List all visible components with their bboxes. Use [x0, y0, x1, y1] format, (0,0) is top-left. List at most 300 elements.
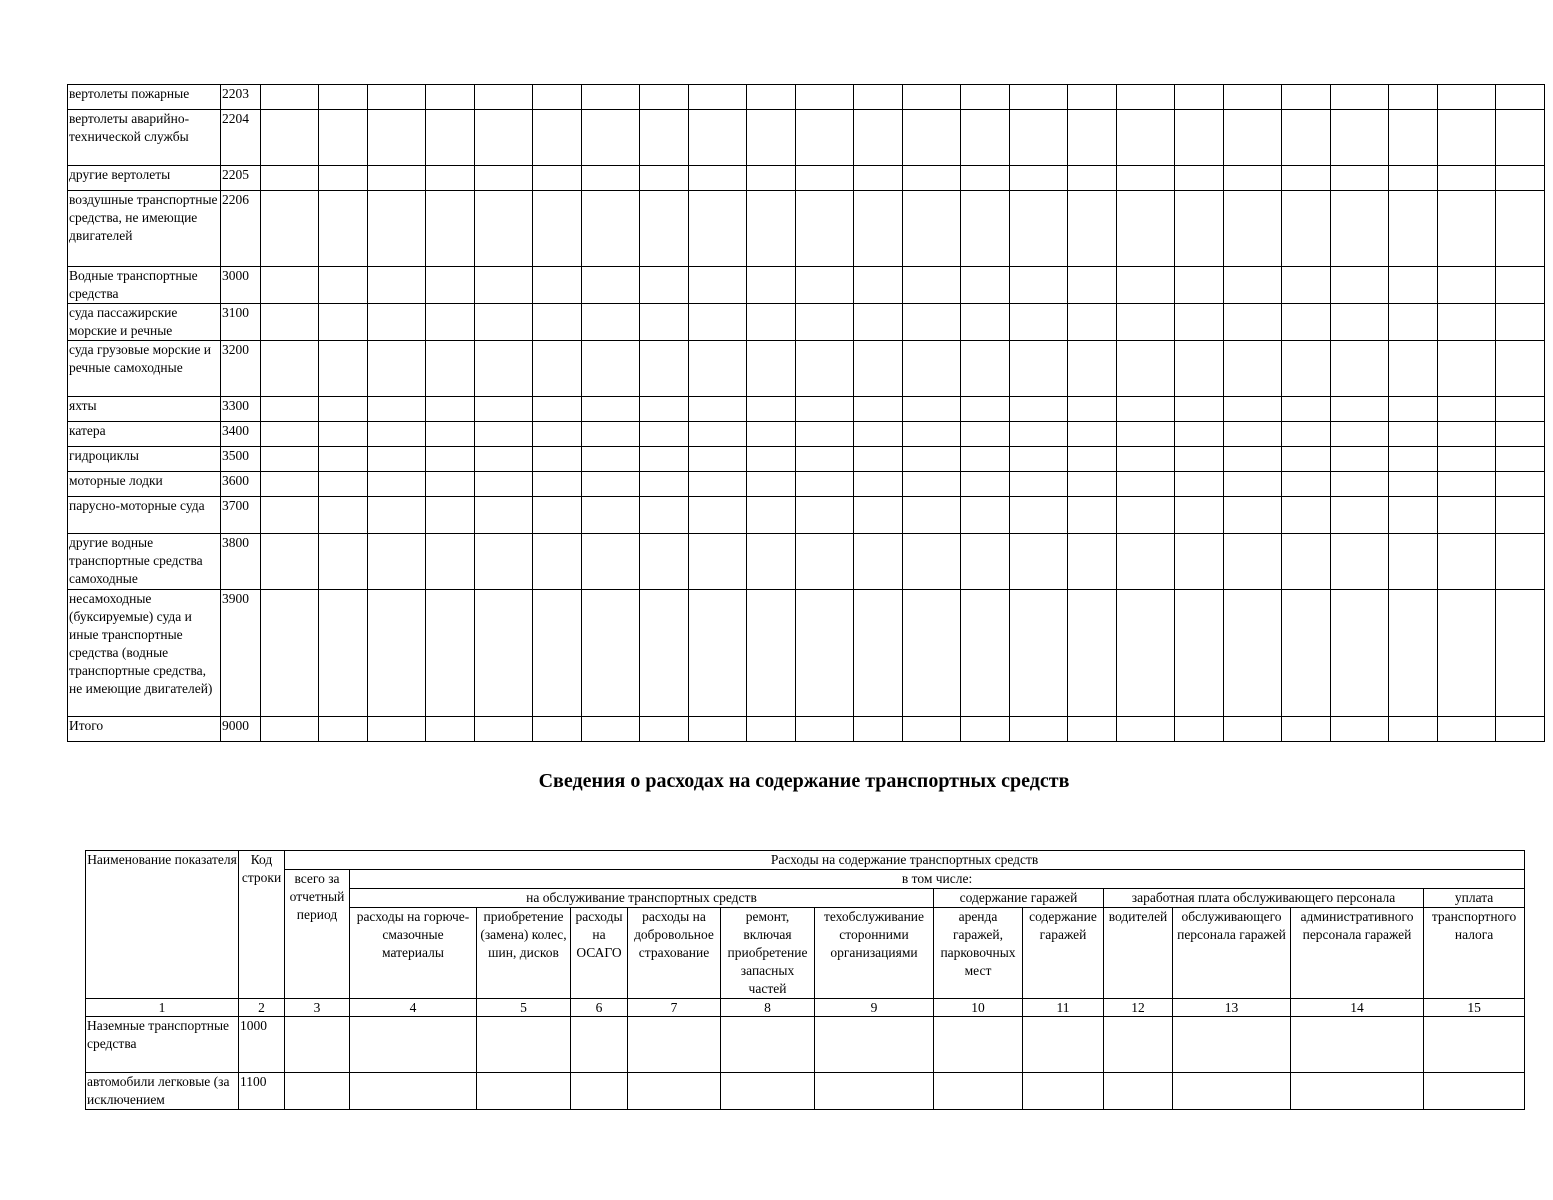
data-cell[interactable] [426, 166, 475, 191]
data-cell[interactable] [640, 85, 689, 110]
data-cell[interactable] [1331, 304, 1389, 341]
data-cell[interactable] [689, 497, 747, 534]
data-cell[interactable] [796, 590, 854, 717]
data-cell[interactable] [1010, 110, 1068, 166]
data-cell[interactable] [689, 397, 747, 422]
data-cell[interactable] [640, 341, 689, 397]
data-cell[interactable] [1010, 166, 1068, 191]
data-cell[interactable] [319, 497, 368, 534]
data-cell[interactable] [747, 534, 796, 590]
data-cell[interactable] [640, 497, 689, 534]
data-cell[interactable] [961, 717, 1010, 742]
data-cell[interactable] [1438, 534, 1496, 590]
data-cell[interactable] [1068, 85, 1117, 110]
data-cell[interactable] [426, 341, 475, 397]
data-cell[interactable] [854, 472, 903, 497]
data-cell[interactable] [261, 497, 319, 534]
data-cell[interactable] [368, 590, 426, 717]
data-cell[interactable] [1424, 1073, 1525, 1110]
data-cell[interactable] [533, 341, 582, 397]
data-cell[interactable] [747, 397, 796, 422]
data-cell[interactable] [1068, 191, 1117, 267]
data-cell[interactable] [582, 110, 640, 166]
data-cell[interactable] [1224, 341, 1282, 397]
data-cell[interactable] [1117, 85, 1175, 110]
data-cell[interactable] [854, 304, 903, 341]
data-cell[interactable] [747, 304, 796, 341]
data-cell[interactable] [854, 717, 903, 742]
data-cell[interactable] [1438, 85, 1496, 110]
data-cell[interactable] [1224, 717, 1282, 742]
data-cell[interactable] [1496, 397, 1545, 422]
data-cell[interactable] [475, 422, 533, 447]
data-cell[interactable] [261, 447, 319, 472]
data-cell[interactable] [1438, 304, 1496, 341]
data-cell[interactable] [571, 1017, 628, 1073]
data-cell[interactable] [319, 447, 368, 472]
data-cell[interactable] [1282, 267, 1331, 304]
data-cell[interactable] [1389, 85, 1438, 110]
data-cell[interactable] [319, 267, 368, 304]
data-cell[interactable] [426, 717, 475, 742]
data-cell[interactable] [1331, 497, 1389, 534]
data-cell[interactable] [640, 534, 689, 590]
data-cell[interactable] [628, 1017, 721, 1073]
data-cell[interactable] [747, 110, 796, 166]
data-cell[interactable] [319, 472, 368, 497]
data-cell[interactable] [261, 304, 319, 341]
data-cell[interactable] [903, 447, 961, 472]
data-cell[interactable] [1389, 110, 1438, 166]
data-cell[interactable] [1496, 422, 1545, 447]
data-cell[interactable] [319, 590, 368, 717]
data-cell[interactable] [796, 341, 854, 397]
data-cell[interactable] [1438, 590, 1496, 717]
data-cell[interactable] [1282, 590, 1331, 717]
data-cell[interactable] [1389, 166, 1438, 191]
data-cell[interactable] [1068, 267, 1117, 304]
data-cell[interactable] [1068, 397, 1117, 422]
data-cell[interactable] [1496, 191, 1545, 267]
data-cell[interactable] [689, 534, 747, 590]
data-cell[interactable] [1389, 304, 1438, 341]
data-cell[interactable] [1068, 717, 1117, 742]
data-cell[interactable] [796, 447, 854, 472]
data-cell[interactable] [1438, 497, 1496, 534]
data-cell[interactable] [368, 85, 426, 110]
data-cell[interactable] [1496, 85, 1545, 110]
data-cell[interactable] [319, 85, 368, 110]
data-cell[interactable] [796, 267, 854, 304]
data-cell[interactable] [1331, 341, 1389, 397]
data-cell[interactable] [1331, 166, 1389, 191]
data-cell[interactable] [368, 472, 426, 497]
data-cell[interactable] [815, 1017, 934, 1073]
data-cell[interactable] [285, 1017, 350, 1073]
data-cell[interactable] [475, 166, 533, 191]
data-cell[interactable] [903, 85, 961, 110]
data-cell[interactable] [1496, 267, 1545, 304]
data-cell[interactable] [533, 304, 582, 341]
data-cell[interactable] [1023, 1073, 1104, 1110]
data-cell[interactable] [854, 191, 903, 267]
data-cell[interactable] [796, 304, 854, 341]
data-cell[interactable] [1175, 472, 1224, 497]
data-cell[interactable] [582, 304, 640, 341]
data-cell[interactable] [1496, 110, 1545, 166]
data-cell[interactable] [1438, 341, 1496, 397]
data-cell[interactable] [475, 85, 533, 110]
data-cell[interactable] [426, 267, 475, 304]
data-cell[interactable] [689, 267, 747, 304]
data-cell[interactable] [1424, 1017, 1525, 1073]
data-cell[interactable] [1117, 397, 1175, 422]
data-cell[interactable] [1496, 341, 1545, 397]
data-cell[interactable] [582, 590, 640, 717]
data-cell[interactable] [582, 472, 640, 497]
data-cell[interactable] [582, 717, 640, 742]
data-cell[interactable] [1010, 422, 1068, 447]
data-cell[interactable] [1282, 341, 1331, 397]
data-cell[interactable] [1291, 1073, 1424, 1110]
data-cell[interactable] [1117, 422, 1175, 447]
data-cell[interactable] [1068, 422, 1117, 447]
data-cell[interactable] [640, 304, 689, 341]
data-cell[interactable] [475, 590, 533, 717]
data-cell[interactable] [1175, 110, 1224, 166]
data-cell[interactable] [903, 422, 961, 447]
data-cell[interactable] [1331, 472, 1389, 497]
data-cell[interactable] [903, 472, 961, 497]
data-cell[interactable] [1104, 1073, 1173, 1110]
data-cell[interactable] [426, 304, 475, 341]
data-cell[interactable] [1117, 497, 1175, 534]
data-cell[interactable] [1496, 304, 1545, 341]
data-cell[interactable] [1175, 497, 1224, 534]
data-cell[interactable] [533, 497, 582, 534]
data-cell[interactable] [475, 447, 533, 472]
data-cell[interactable] [796, 191, 854, 267]
data-cell[interactable] [1224, 590, 1282, 717]
data-cell[interactable] [1224, 422, 1282, 447]
data-cell[interactable] [640, 191, 689, 267]
data-cell[interactable] [261, 85, 319, 110]
data-cell[interactable] [261, 341, 319, 397]
data-cell[interactable] [1175, 191, 1224, 267]
data-cell[interactable] [1117, 341, 1175, 397]
data-cell[interactable] [1068, 341, 1117, 397]
data-cell[interactable] [1023, 1017, 1104, 1073]
data-cell[interactable] [319, 191, 368, 267]
data-cell[interactable] [1175, 534, 1224, 590]
data-cell[interactable] [582, 191, 640, 267]
data-cell[interactable] [426, 191, 475, 267]
data-cell[interactable] [1173, 1017, 1291, 1073]
data-cell[interactable] [689, 341, 747, 397]
data-cell[interactable] [903, 397, 961, 422]
data-cell[interactable] [961, 590, 1010, 717]
data-cell[interactable] [1496, 447, 1545, 472]
data-cell[interactable] [533, 85, 582, 110]
data-cell[interactable] [747, 422, 796, 447]
data-cell[interactable] [426, 497, 475, 534]
data-cell[interactable] [368, 422, 426, 447]
data-cell[interactable] [903, 166, 961, 191]
data-cell[interactable] [319, 717, 368, 742]
data-cell[interactable] [1282, 534, 1331, 590]
data-cell[interactable] [961, 166, 1010, 191]
data-cell[interactable] [1010, 304, 1068, 341]
data-cell[interactable] [640, 166, 689, 191]
data-cell[interactable] [368, 717, 426, 742]
data-cell[interactable] [1331, 422, 1389, 447]
data-cell[interactable] [475, 304, 533, 341]
data-cell[interactable] [854, 422, 903, 447]
data-cell[interactable] [854, 447, 903, 472]
data-cell[interactable] [533, 166, 582, 191]
data-cell[interactable] [368, 397, 426, 422]
data-cell[interactable] [689, 191, 747, 267]
data-cell[interactable] [1438, 447, 1496, 472]
data-cell[interactable] [1117, 590, 1175, 717]
data-cell[interactable] [1010, 472, 1068, 497]
data-cell[interactable] [1117, 534, 1175, 590]
data-cell[interactable] [1010, 85, 1068, 110]
data-cell[interactable] [533, 590, 582, 717]
data-cell[interactable] [1224, 447, 1282, 472]
data-cell[interactable] [1389, 267, 1438, 304]
data-cell[interactable] [426, 397, 475, 422]
data-cell[interactable] [426, 534, 475, 590]
data-cell[interactable] [350, 1073, 477, 1110]
data-cell[interactable] [1224, 497, 1282, 534]
data-cell[interactable] [475, 472, 533, 497]
data-cell[interactable] [261, 422, 319, 447]
data-cell[interactable] [1282, 110, 1331, 166]
data-cell[interactable] [1117, 191, 1175, 267]
data-cell[interactable] [1438, 166, 1496, 191]
data-cell[interactable] [1175, 422, 1224, 447]
data-cell[interactable] [1389, 191, 1438, 267]
data-cell[interactable] [475, 341, 533, 397]
data-cell[interactable] [582, 341, 640, 397]
data-cell[interactable] [571, 1073, 628, 1110]
data-cell[interactable] [1224, 110, 1282, 166]
data-cell[interactable] [689, 590, 747, 717]
data-cell[interactable] [1010, 341, 1068, 397]
data-cell[interactable] [426, 422, 475, 447]
data-cell[interactable] [1331, 267, 1389, 304]
data-cell[interactable] [640, 590, 689, 717]
data-cell[interactable] [903, 590, 961, 717]
data-cell[interactable] [475, 267, 533, 304]
data-cell[interactable] [796, 717, 854, 742]
data-cell[interactable] [1496, 166, 1545, 191]
data-cell[interactable] [1117, 166, 1175, 191]
data-cell[interactable] [854, 397, 903, 422]
data-cell[interactable] [285, 1073, 350, 1110]
data-cell[interactable] [1331, 397, 1389, 422]
data-cell[interactable] [640, 717, 689, 742]
data-cell[interactable] [721, 1017, 815, 1073]
data-cell[interactable] [854, 267, 903, 304]
data-cell[interactable] [1389, 590, 1438, 717]
data-cell[interactable] [533, 447, 582, 472]
data-cell[interactable] [1104, 1017, 1173, 1073]
data-cell[interactable] [533, 534, 582, 590]
data-cell[interactable] [1438, 267, 1496, 304]
data-cell[interactable] [533, 191, 582, 267]
data-cell[interactable] [582, 397, 640, 422]
data-cell[interactable] [815, 1073, 934, 1110]
data-cell[interactable] [961, 534, 1010, 590]
data-cell[interactable] [1331, 85, 1389, 110]
data-cell[interactable] [796, 110, 854, 166]
data-cell[interactable] [796, 85, 854, 110]
data-cell[interactable] [1224, 472, 1282, 497]
data-cell[interactable] [582, 85, 640, 110]
data-cell[interactable] [1175, 397, 1224, 422]
data-cell[interactable] [903, 341, 961, 397]
data-cell[interactable] [796, 166, 854, 191]
data-cell[interactable] [1010, 447, 1068, 472]
data-cell[interactable] [261, 166, 319, 191]
data-cell[interactable] [1291, 1017, 1424, 1073]
data-cell[interactable] [426, 447, 475, 472]
data-cell[interactable] [1282, 497, 1331, 534]
data-cell[interactable] [319, 422, 368, 447]
data-cell[interactable] [1068, 534, 1117, 590]
data-cell[interactable] [903, 534, 961, 590]
data-cell[interactable] [1438, 397, 1496, 422]
data-cell[interactable] [1282, 397, 1331, 422]
data-cell[interactable] [747, 472, 796, 497]
data-cell[interactable] [747, 497, 796, 534]
data-cell[interactable] [1117, 304, 1175, 341]
data-cell[interactable] [640, 472, 689, 497]
data-cell[interactable] [1068, 590, 1117, 717]
data-cell[interactable] [689, 166, 747, 191]
data-cell[interactable] [1282, 447, 1331, 472]
data-cell[interactable] [1282, 191, 1331, 267]
data-cell[interactable] [1496, 534, 1545, 590]
data-cell[interactable] [1010, 590, 1068, 717]
data-cell[interactable] [1010, 397, 1068, 422]
data-cell[interactable] [934, 1017, 1023, 1073]
data-cell[interactable] [582, 534, 640, 590]
data-cell[interactable] [961, 472, 1010, 497]
data-cell[interactable] [961, 110, 1010, 166]
data-cell[interactable] [261, 110, 319, 166]
data-cell[interactable] [319, 397, 368, 422]
data-cell[interactable] [1331, 590, 1389, 717]
data-cell[interactable] [1282, 717, 1331, 742]
data-cell[interactable] [1224, 191, 1282, 267]
data-cell[interactable] [961, 422, 1010, 447]
data-cell[interactable] [475, 497, 533, 534]
data-cell[interactable] [689, 110, 747, 166]
data-cell[interactable] [1496, 590, 1545, 717]
data-cell[interactable] [368, 447, 426, 472]
data-cell[interactable] [582, 267, 640, 304]
data-cell[interactable] [368, 304, 426, 341]
data-cell[interactable] [1282, 85, 1331, 110]
data-cell[interactable] [1010, 497, 1068, 534]
data-cell[interactable] [1389, 497, 1438, 534]
data-cell[interactable] [640, 110, 689, 166]
data-cell[interactable] [796, 534, 854, 590]
data-cell[interactable] [368, 497, 426, 534]
data-cell[interactable] [747, 447, 796, 472]
data-cell[interactable] [747, 590, 796, 717]
data-cell[interactable] [1389, 447, 1438, 472]
data-cell[interactable] [1224, 267, 1282, 304]
data-cell[interactable] [1117, 717, 1175, 742]
data-cell[interactable] [640, 447, 689, 472]
data-cell[interactable] [1331, 447, 1389, 472]
data-cell[interactable] [1117, 267, 1175, 304]
data-cell[interactable] [903, 267, 961, 304]
data-cell[interactable] [747, 717, 796, 742]
data-cell[interactable] [961, 85, 1010, 110]
data-cell[interactable] [796, 422, 854, 447]
data-cell[interactable] [689, 85, 747, 110]
data-cell[interactable] [961, 191, 1010, 267]
data-cell[interactable] [1389, 534, 1438, 590]
data-cell[interactable] [1282, 422, 1331, 447]
data-cell[interactable] [1117, 472, 1175, 497]
data-cell[interactable] [689, 472, 747, 497]
data-cell[interactable] [261, 534, 319, 590]
data-cell[interactable] [1389, 397, 1438, 422]
data-cell[interactable] [426, 110, 475, 166]
data-cell[interactable] [796, 472, 854, 497]
data-cell[interactable] [854, 590, 903, 717]
data-cell[interactable] [368, 166, 426, 191]
data-cell[interactable] [1175, 304, 1224, 341]
data-cell[interactable] [1438, 191, 1496, 267]
data-cell[interactable] [1496, 717, 1545, 742]
data-cell[interactable] [533, 422, 582, 447]
data-cell[interactable] [261, 267, 319, 304]
data-cell[interactable] [854, 534, 903, 590]
data-cell[interactable] [1068, 166, 1117, 191]
data-cell[interactable] [261, 397, 319, 422]
data-cell[interactable] [1175, 447, 1224, 472]
data-cell[interactable] [1117, 447, 1175, 472]
data-cell[interactable] [319, 166, 368, 191]
data-cell[interactable] [261, 472, 319, 497]
data-cell[interactable] [1224, 85, 1282, 110]
data-cell[interactable] [1068, 110, 1117, 166]
data-cell[interactable] [475, 191, 533, 267]
data-cell[interactable] [1224, 534, 1282, 590]
data-cell[interactable] [582, 447, 640, 472]
data-cell[interactable] [475, 534, 533, 590]
data-cell[interactable] [903, 497, 961, 534]
data-cell[interactable] [477, 1017, 571, 1073]
data-cell[interactable] [533, 397, 582, 422]
data-cell[interactable] [582, 497, 640, 534]
data-cell[interactable] [1175, 341, 1224, 397]
data-cell[interactable] [747, 341, 796, 397]
data-cell[interactable] [903, 191, 961, 267]
data-cell[interactable] [854, 341, 903, 397]
data-cell[interactable] [1389, 472, 1438, 497]
data-cell[interactable] [533, 110, 582, 166]
data-cell[interactable] [1175, 267, 1224, 304]
data-cell[interactable] [961, 267, 1010, 304]
